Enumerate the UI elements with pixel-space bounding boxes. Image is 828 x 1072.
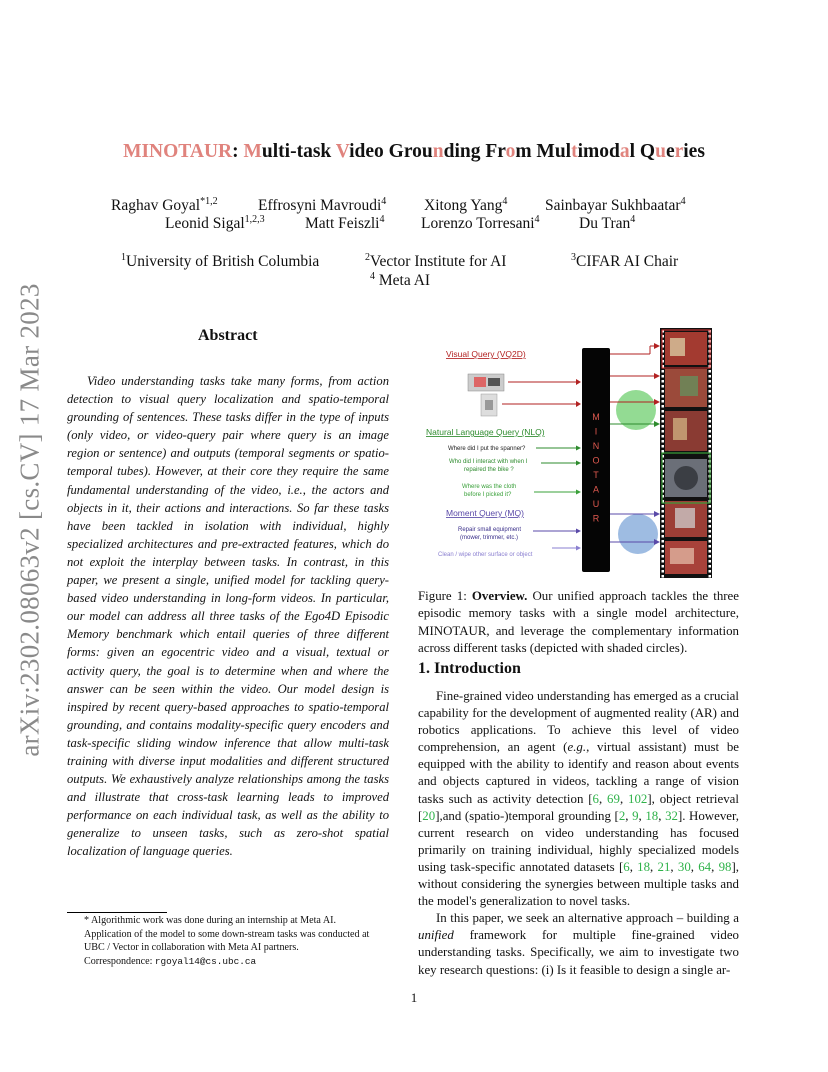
shaded-circle-mq (618, 514, 658, 554)
title-part: ideo Grou (349, 141, 433, 162)
film-hole (709, 565, 712, 568)
film-hole (709, 570, 712, 573)
film-hole (662, 370, 665, 373)
film-hole (662, 520, 665, 523)
footnote-corr-label: Correspondence: (84, 955, 155, 967)
film-hole (709, 435, 712, 438)
title-part: V (335, 141, 350, 162)
film-hole (662, 380, 665, 383)
mq-arrowhead (576, 546, 581, 551)
intro-text: , (711, 859, 719, 874)
intro-text: , (658, 808, 666, 823)
title-part: ulti-task (261, 141, 336, 162)
title-part: u (655, 141, 666, 162)
figure-caption (418, 588, 739, 658)
film-hole (662, 445, 665, 448)
vq-image-1-content (488, 378, 500, 386)
nlq-arrowhead (576, 446, 581, 451)
film-hole (709, 545, 712, 548)
film-hole (709, 515, 712, 518)
film-hole (662, 535, 665, 538)
film-hole (709, 370, 712, 373)
intro-paragraph-2 (418, 910, 739, 978)
film-hole (662, 565, 665, 568)
film-hole (662, 415, 665, 418)
film-hole (709, 405, 712, 408)
film-hole (709, 440, 712, 443)
mq-arrowhead (576, 529, 581, 534)
affiliation: $^3$CIFAR AI Chair (571, 252, 679, 271)
film-hole (662, 375, 665, 378)
film-frame-detail (670, 548, 694, 564)
vq-arrowhead (576, 401, 581, 407)
film-hole (662, 530, 665, 533)
mq-query-1a: Repair small equipment (458, 527, 522, 533)
film-frame-detail (674, 466, 698, 490)
film-hole (662, 515, 665, 518)
model-letter: U (592, 499, 600, 509)
film-hole (709, 540, 712, 543)
figure-diagram (418, 326, 718, 582)
film-hole (662, 510, 665, 513)
intro-text: , (629, 859, 638, 874)
page-number: 1 (410, 990, 418, 1005)
author: Du Tran$^4$ (579, 214, 636, 233)
film-hole (662, 400, 665, 403)
nlq-label: Natural Language Query (NLQ) (426, 427, 545, 437)
nlq-query-3b: before I picked it? (464, 492, 512, 498)
author: Lorenzo Torresani$^4$ (421, 214, 540, 233)
film-hole (662, 560, 665, 563)
nlq-query-2a: Who did I interact with when I (449, 459, 528, 465)
arxiv-stamp-text: arXiv:2302.08063v2 [cs.CV] 17 Mar 2023 (14, 283, 45, 757)
citation-link[interactable]: 9 (632, 808, 639, 823)
film-hole (709, 535, 712, 538)
nlq-query-1: Where did I put the spanner? (448, 446, 526, 452)
caption-bold: Overview. (471, 589, 528, 603)
abstract-heading: Abstract (198, 327, 258, 344)
film-hole (709, 510, 712, 513)
citation-link[interactable]: 98 (718, 859, 732, 874)
citation-link[interactable]: 32 (665, 808, 678, 823)
output-arrowhead (654, 343, 660, 349)
author: Sainbayar Sukhbaatar$^4$ (545, 196, 686, 215)
author: Leonid Sigal$^{1,2,3}$ (165, 214, 265, 233)
title-part: MINOTAUR (123, 141, 233, 162)
film-hole (709, 525, 712, 528)
output-arrowhead (654, 421, 660, 427)
caption-label: Figure 1: (418, 589, 472, 603)
film-hole (709, 410, 712, 413)
title-part: M (243, 141, 262, 162)
title-part: t (571, 141, 578, 162)
title-part: n (432, 141, 444, 162)
intro-text: , (598, 791, 608, 806)
citation-link[interactable]: 2 (618, 808, 626, 823)
paper-title (0, 141, 828, 163)
vq-image-2-content (485, 400, 493, 410)
film-hole (662, 450, 665, 453)
correspondence-email[interactable]: rgoyal14@cs.ubc.ca (154, 955, 257, 967)
intro-text: Fine-grained video understanding has emerged as a crucial capability for the development of augmented reality (AR) and robotics applications. To achieve this level of video comprehension, an agent ( (418, 689, 739, 755)
film-hole (709, 420, 712, 423)
film-hole (709, 505, 712, 508)
citation-link[interactable]: 69 (607, 791, 620, 806)
film-hole (709, 445, 712, 448)
film-frame-detail (680, 376, 698, 396)
author: Matt Feiszli$^4$ (305, 214, 385, 233)
film-hole (709, 450, 712, 453)
film-hole (709, 415, 712, 418)
film-hole (662, 435, 665, 438)
intro-text: , (670, 859, 678, 874)
output-arrowhead (654, 511, 660, 517)
film-frame-detail (675, 508, 695, 528)
model-letter: T (593, 470, 599, 480)
output-arrowhead (654, 399, 660, 405)
intro-text: , (619, 791, 628, 806)
author: Xitong Yang$^4$ (424, 196, 508, 215)
arxiv-stamp (10, 280, 50, 760)
mq-query-1b: (mower, trimmer, etc.) (460, 535, 519, 541)
title-part: ding Fr (443, 141, 506, 162)
film-hole (662, 555, 665, 558)
title-part: a (619, 141, 630, 162)
intro-text: ]. However, current research on video understanding has focused primarily on training individual, highly specialized models using task-specific annotated datasets [ (418, 808, 739, 874)
model-letter: I (594, 426, 598, 437)
intro-text: , (650, 859, 658, 874)
affiliation: $^1$University of British Columbia (121, 252, 320, 271)
intro-text: , (638, 808, 646, 823)
intro-text: ], object retrieval [ (418, 791, 739, 823)
title-part: imod (577, 141, 620, 162)
intro-body (418, 688, 739, 979)
model-letter: A (592, 484, 600, 495)
caption-text: Our unified approach tackles the three episodic memory tasks with a single model architecture, MINOTAUR, and leverage the complementary information across different tasks (depicted with shaded circles). (418, 589, 739, 656)
intro-text: ],and (spatio-)temporal grounding [ (435, 808, 619, 823)
citation-link[interactable]: 6 (623, 859, 630, 874)
film-hole (662, 385, 665, 388)
affiliation: $^4$ Meta AI (370, 271, 431, 290)
intro-heading: 1. Introduction (418, 660, 521, 677)
mq-label: Moment Query (MQ) (446, 508, 524, 518)
intro-text: unified (418, 928, 454, 943)
output-arrowhead (654, 373, 660, 379)
nlq-arrowhead (576, 461, 581, 466)
film-hole (709, 425, 712, 428)
nlq-arrowhead (576, 490, 581, 495)
film-hole (709, 390, 712, 393)
citation-link[interactable]: 18 (637, 859, 651, 874)
model-letter: O (592, 455, 600, 466)
film-frame-detail (673, 418, 687, 440)
abstract-body (67, 372, 389, 861)
citation-link[interactable]: 102 (628, 791, 648, 806)
title-part: l Q (629, 141, 656, 162)
vq-label: Visual Query (VQ2D) (446, 349, 526, 359)
intro-paragraph-1 (418, 688, 739, 910)
citation-link[interactable]: 30 (677, 859, 691, 874)
film-hole (709, 575, 712, 578)
film-hole (662, 540, 665, 543)
film-hole (662, 430, 665, 433)
film-hole (709, 560, 712, 563)
title-part: r (674, 141, 684, 162)
author: Effrosyni Mavroudi$^4$ (258, 196, 387, 215)
film-hole (709, 555, 712, 558)
film-hole (662, 575, 665, 578)
intro-text: , (690, 859, 699, 874)
citation-link[interactable]: 64 (698, 859, 712, 874)
citation-link[interactable]: 21 (657, 859, 671, 874)
footnote-text: * Algorithmic work was done during an internship at Meta AI. Application of the model to some down-stream tasks was conducted at UBC / Vector in collaboration with Meta AI partners. (84, 915, 370, 953)
film-hole (709, 375, 712, 378)
figure-overview (418, 326, 718, 582)
author-row-1 (111, 196, 218, 215)
film-hole (662, 440, 665, 443)
model-letter: M (592, 412, 600, 422)
nlq-query-3a: Where was the cloth (462, 484, 517, 490)
intro-text: framework for multiple fine-grained video understanding tasks. Specifically, we aim to investigate two key research questions: (i) Is it feasible to design a single ar- (418, 928, 739, 977)
citation-link[interactable]: 6 (592, 791, 599, 806)
film-hole (709, 385, 712, 388)
intro-text: In this paper, we seek an alternative approach – building a (436, 911, 739, 926)
title-part: ies (683, 141, 705, 162)
film-hole (662, 505, 665, 508)
film-frame-detail (670, 338, 685, 356)
film-hole (662, 425, 665, 428)
intro-text: , virtual assistant) must be equipped with the ability to identify and reason about events and objects captured in videos, tackling a range of vision tasks such as activity detection [ (418, 740, 739, 806)
film-hole (709, 380, 712, 383)
model-letter: R (592, 513, 600, 524)
film-hole (662, 405, 665, 408)
intro-text: ], without considering the synergies between multiple tasks and the model's generalization to novel tasks. (418, 859, 739, 909)
film-hole (709, 395, 712, 398)
vq-arrowhead (576, 379, 581, 385)
film-hole (709, 530, 712, 533)
author: Raghav Goyal$^{*1,2}$ (111, 196, 218, 215)
title-part: o (505, 141, 516, 162)
citation-link[interactable]: 18 (645, 808, 659, 823)
intro-text: e.g. (567, 740, 587, 755)
abstract-text: Video understanding tasks take many forms, from action detection to visual query localization and spatio-temporal grounding of sentences. These tasks differ in the type of inputs (only video, or video-query pair where query is an image region or sentence) and outputs (temporal segments or spatio-temporal tubes). However, at their core they require the same fundamental understanding of the video, i.e., the actors and objects in it, their actions and interactions. So far these tasks have been tackled in isolation with individual, highly specialized architectures and pre-extracted features, which do not exploit the interplay between tasks. In contrast, in this paper, we present a single, unified model for tackling query-based video understanding in long-form videos. In particular, our model can address all three tasks of the Ego4D Episodic Memory benchmark which entail queries of three different forms: given an egocentric video and a visual, textual or activity query, the goal is to determine when and where the answer can be seen within the video. Our model design is inspired by recent query-based approaches to spatio-temporal grounding, and contains modality-specific query encoders and task-specific sliding window inference that allow multi-task training with diverse input modalities and different structured outputs. We exhaustively analyze relationships among the tasks and illustrate that cross-task learning leads to improved performance on each individual task, as well as the ability to generalize to unseen tasks, such as zero-shot spatial localization of language queries. (67, 374, 389, 859)
title-part: m Mul (515, 141, 572, 162)
mq-query-2: Clean / wipe other surface or object (438, 552, 533, 558)
citation-link[interactable]: 20 (422, 808, 436, 823)
film-hole (709, 520, 712, 523)
film-hole (709, 430, 712, 433)
footnote (84, 914, 384, 968)
title-part: : (232, 141, 244, 162)
film-hole (709, 550, 712, 553)
title-part: e (665, 141, 675, 162)
film-hole (662, 420, 665, 423)
film-hole (662, 525, 665, 528)
film-hole (662, 395, 665, 398)
vq-image-1-content (474, 377, 486, 387)
film-hole (709, 400, 712, 403)
affiliation: $^2$Vector Institute for AI (365, 252, 507, 271)
film-hole (662, 390, 665, 393)
film-hole (662, 550, 665, 553)
footnote-rule (67, 912, 167, 913)
nlq-query-2b: repaired the bike ? (464, 467, 514, 473)
film-hole (662, 570, 665, 573)
model-letter: N (592, 441, 600, 451)
film-hole (662, 410, 665, 413)
intro-text: , (625, 808, 633, 823)
film-hole (662, 545, 665, 548)
